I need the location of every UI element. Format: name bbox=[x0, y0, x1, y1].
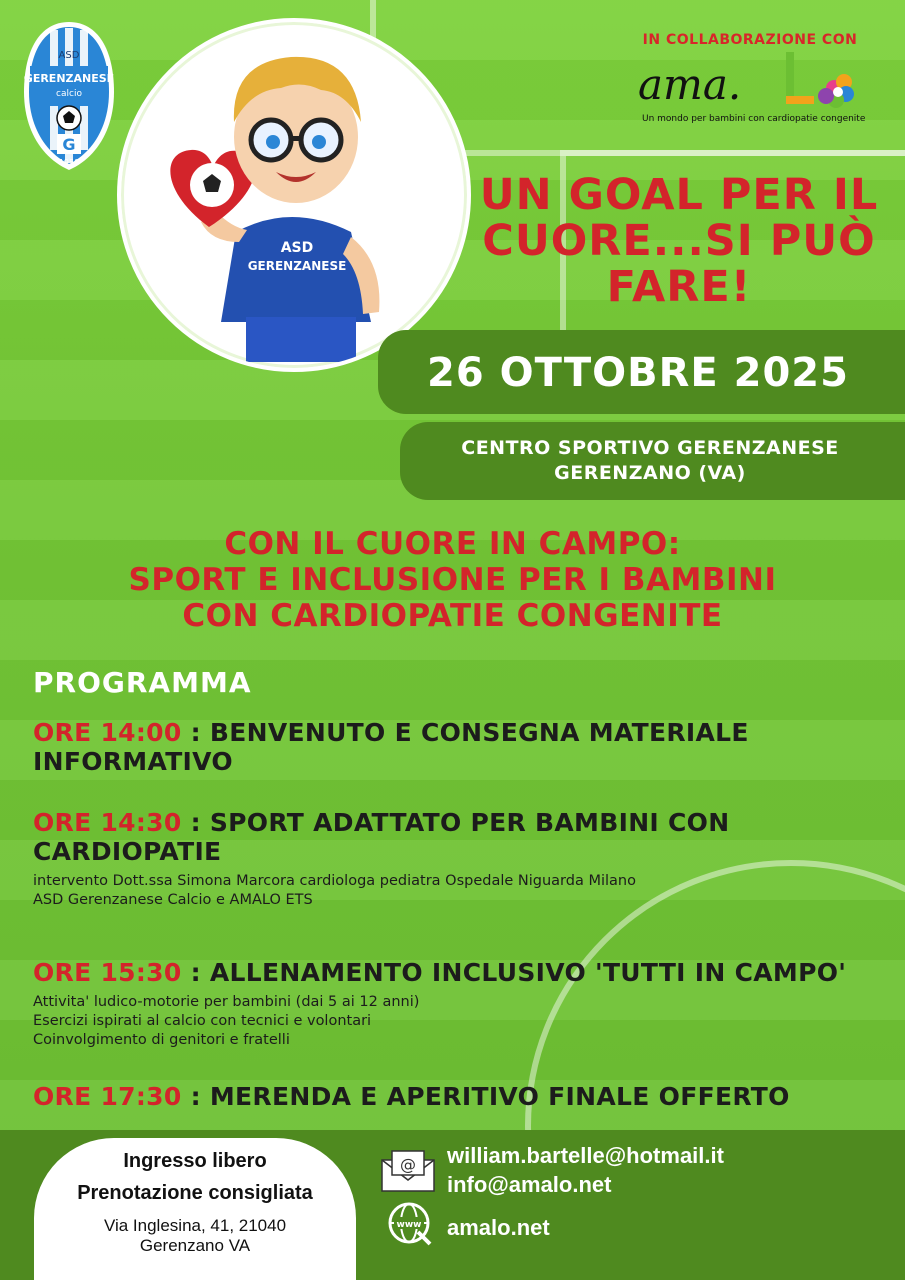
program-item-time: ORE 14:30 bbox=[33, 808, 182, 837]
email-link-2[interactable]: info@amalo.net bbox=[447, 1172, 612, 1197]
svg-text:www: www bbox=[396, 1220, 422, 1230]
address bbox=[34, 1216, 356, 1256]
program-item-title: : SPORT ADATTATO PER BAMBINI CON CARDIOPATIE bbox=[33, 808, 730, 866]
program-item bbox=[33, 808, 893, 910]
program-heading: PROGRAMMA bbox=[33, 666, 252, 699]
mascot-shirt-line1: ASD bbox=[280, 240, 314, 256]
mail-icon bbox=[381, 1150, 435, 1192]
program-item-line bbox=[33, 808, 893, 866]
program-note: ASD Gerenzanese Calcio e AMALO ETS bbox=[33, 892, 313, 908]
amalo-logo-word: ama. bbox=[638, 60, 742, 109]
amalo-logo bbox=[638, 52, 866, 132]
club-crest-top: ASD bbox=[58, 50, 80, 61]
program-item bbox=[33, 958, 893, 1050]
event-venue bbox=[400, 436, 900, 486]
address-line1: Via Inglesina, 41, 21040 bbox=[103, 1216, 287, 1235]
program-item-notes bbox=[33, 993, 893, 1050]
club-crest-sport: calcio bbox=[56, 89, 82, 99]
event-date: 26 OTTOBRE 2025 bbox=[427, 350, 849, 396]
amalo-flower-icon bbox=[766, 52, 861, 112]
mascot-illustration bbox=[117, 18, 471, 372]
venue-line2: GERENZANO (VA) bbox=[554, 462, 746, 484]
subtitle-line2: SPORT E INCLUSIONE PER I BAMBINI bbox=[128, 562, 777, 598]
program-note: intervento Dott.ssa Simona Marcora cardiologa pediatra Ospedale Niguarda Milano bbox=[33, 873, 636, 889]
entry-label: Ingresso libero bbox=[123, 1150, 267, 1172]
collaboration-label: IN COLLABORAZIONE CON bbox=[642, 32, 858, 48]
subtitle-line1: CON IL CUORE IN CAMPO: bbox=[224, 526, 681, 562]
program-item-line bbox=[33, 1082, 893, 1111]
program-note: Coinvolgimento di genitori e fratelli bbox=[33, 1032, 290, 1048]
booking-label: Prenotazione consigliata bbox=[77, 1182, 313, 1204]
subtitle-line3: CON CARDIOPATIE CONGENITE bbox=[182, 598, 723, 634]
program-item-notes bbox=[33, 872, 893, 910]
date-banner bbox=[378, 330, 905, 414]
mascot-shirt-line2: GERENZANESE bbox=[247, 259, 347, 273]
program-item-title: : MERENDA E APERITIVO FINALE OFFERTO bbox=[181, 1082, 790, 1111]
amalo-tagline: Un mondo per bambini con cardiopatie congenite bbox=[642, 114, 866, 124]
program-item-line bbox=[33, 718, 893, 776]
svg-text:@: @ bbox=[400, 1155, 416, 1174]
email-link-1[interactable]: william.bartelle@hotmail.it bbox=[447, 1143, 724, 1168]
club-crest-name: GERENZANESE bbox=[23, 72, 115, 85]
program-item-title: : ALLENAMENTO INCLUSIVO 'TUTTI IN CAMPO' bbox=[181, 958, 847, 987]
program-item-time: ORE 17:30 bbox=[33, 1082, 182, 1111]
globe-web-icon bbox=[388, 1202, 434, 1248]
program-item-line bbox=[33, 958, 893, 987]
venue-line1: CENTRO SPORTIVO GERENZANESE bbox=[461, 437, 839, 459]
program-item bbox=[33, 1082, 893, 1111]
program-item bbox=[33, 718, 893, 776]
event-title: UN GOAL PER IL CUORE...SI PUÒ FARE! bbox=[479, 170, 879, 312]
venue-banner bbox=[400, 422, 905, 500]
address-line2: Gerenzano VA bbox=[139, 1236, 251, 1255]
website-link[interactable]: amalo.net bbox=[447, 1215, 550, 1240]
event-subtitle bbox=[20, 526, 885, 634]
club-crest-initial: G bbox=[62, 135, 76, 154]
program-note: Esercizi ispirati al calcio con tecnici e volontari bbox=[33, 1013, 372, 1029]
program-item-time: ORE 14:00 bbox=[33, 718, 182, 747]
entry-info-card bbox=[34, 1138, 356, 1280]
program-note: Attivita' ludico-motorie per bambini (dai 5 ai 12 anni) bbox=[33, 994, 420, 1010]
program-item-time: ORE 15:30 bbox=[33, 958, 182, 987]
program-item-title: : BENVENUTO E CONSEGNA MATERIALE INFORMATIVO bbox=[33, 718, 749, 776]
club-crest-year: 1950 bbox=[58, 158, 80, 167]
club-crest-icon bbox=[20, 20, 118, 172]
